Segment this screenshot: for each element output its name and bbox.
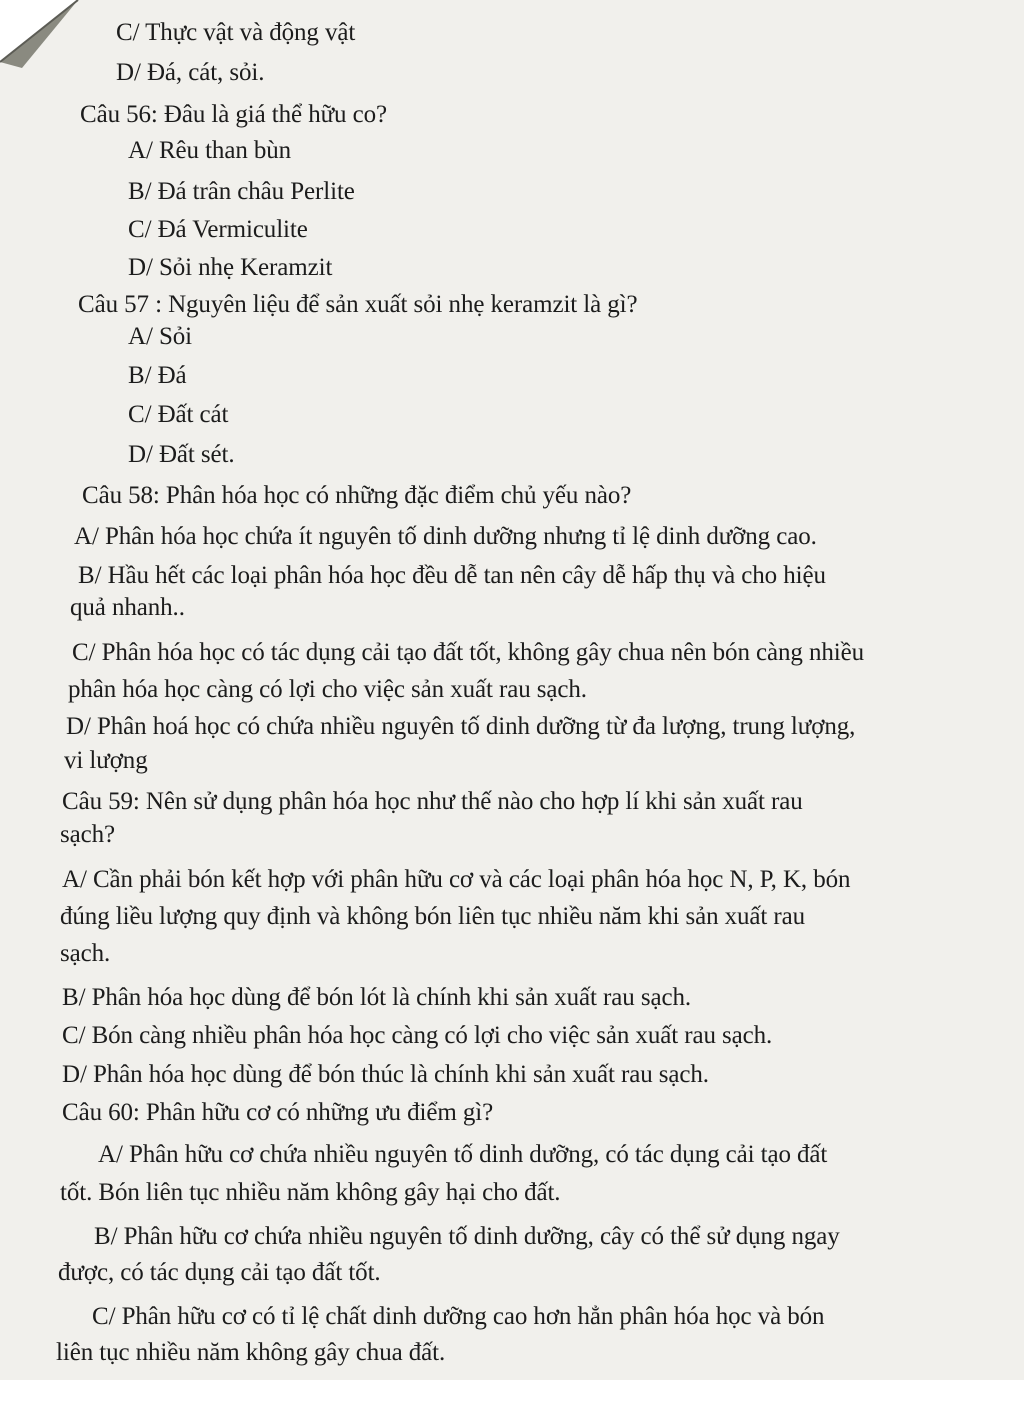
q58-option-d-cont: vi lượng [64,747,148,774]
q59-option-a-cont-1: đúng liều lượng quy định và không bón liên tục nhiều năm khi sản xuất rau [60,903,806,930]
q59-option-b: B/ Phân hóa học dùng để bón lót là chính khi sản xuất rau sạch. [62,984,691,1011]
q58-option-b-cont: quả nhanh.. [70,594,185,621]
page-corner-fold [0,0,90,90]
q57-option-b: B/ Đá [128,362,187,389]
option-c-prev: C/ Thực vật và động vật [116,19,356,46]
q57-option-c: C/ Đất cát [128,401,229,428]
q60-option-c: C/ Phân hữu cơ có tỉ lệ chất dinh dưỡng cao hơn hẳn phân hóa học và bón [92,1303,825,1330]
q57-option-a: A/ Sỏi [128,323,192,350]
question-57: Câu 57 : Nguyên liệu để sản xuất sỏi nhẹ keramzit là gì? [78,291,638,318]
q57-option-d: D/ Đất sét. [128,441,235,468]
question-56: Câu 56: Đâu là giá thể hữu co? [80,101,387,128]
q58-option-c: C/ Phân hóa học có tác dụng cải tạo đất tốt, không gây chua nên bón càng nhiều [72,639,864,666]
q56-option-b: B/ Đá trân châu Perlite [128,178,355,205]
q60-option-b: B/ Phân hữu cơ chứa nhiều nguyên tố dinh dưỡng, cây có thể sử dụng ngay [94,1223,840,1250]
question-58: Câu 58: Phân hóa học có những đặc điểm chủ yếu nào? [82,482,632,509]
q59-option-a: A/ Cần phải bón kết hợp với phân hữu cơ và các loại phân hóa học N, P, K, bón [62,866,851,893]
question-60: Câu 60: Phân hữu cơ có những ưu điểm gì? [62,1099,494,1126]
q60-option-a: A/ Phân hữu cơ chứa nhiều nguyên tố dinh dưỡng, có tác dụng cải tạo đất [98,1141,828,1168]
q56-option-c: C/ Đá Vermiculite [128,216,308,243]
q59-option-d: D/ Phân hóa học dùng để bón thúc là chính khi sản xuất rau sạch. [62,1061,709,1088]
q56-option-d: D/ Sỏi nhẹ Keramzit [128,254,333,281]
q58-option-a: A/ Phân hóa học chứa ít nguyên tố dinh dưỡng nhưng tỉ lệ dinh dưỡng cao. [74,523,817,550]
q56-option-a: A/ Rêu than bùn [128,137,292,164]
q58-option-b: B/ Hầu hết các loại phân hóa học đều dễ tan nên cây dễ hấp thụ và cho hiệu [78,562,826,589]
question-59: Câu 59: Nên sử dụng phân hóa học như thế nào cho hợp lí khi sản xuất rau [62,788,803,815]
q59-option-c: C/ Bón càng nhiều phân hóa học càng có lợi cho việc sản xuất rau sạch. [62,1022,773,1049]
bottom-margin [0,1380,1024,1420]
q60-option-c-cont: liên tục nhiều năm không gây chua đất. [56,1339,446,1366]
option-d-prev: D/ Đá, cát, sỏi. [116,59,265,86]
q58-option-c-cont: phân hóa học càng có lợi cho việc sản xuất rau sạch. [68,676,587,703]
q58-option-d: D/ Phân hoá học có chứa nhiều nguyên tố dinh dưỡng từ đa lượng, trung lượng, [66,713,856,740]
q60-option-a-cont: tốt. Bón liên tục nhiều năm không gây hại cho đất. [60,1179,561,1206]
question-59-cont: sạch? [60,821,116,848]
q60-option-b-cont: được, có tác dụng cải tạo đất tốt. [58,1259,381,1286]
q59-option-a-cont-2: sạch. [60,940,111,967]
